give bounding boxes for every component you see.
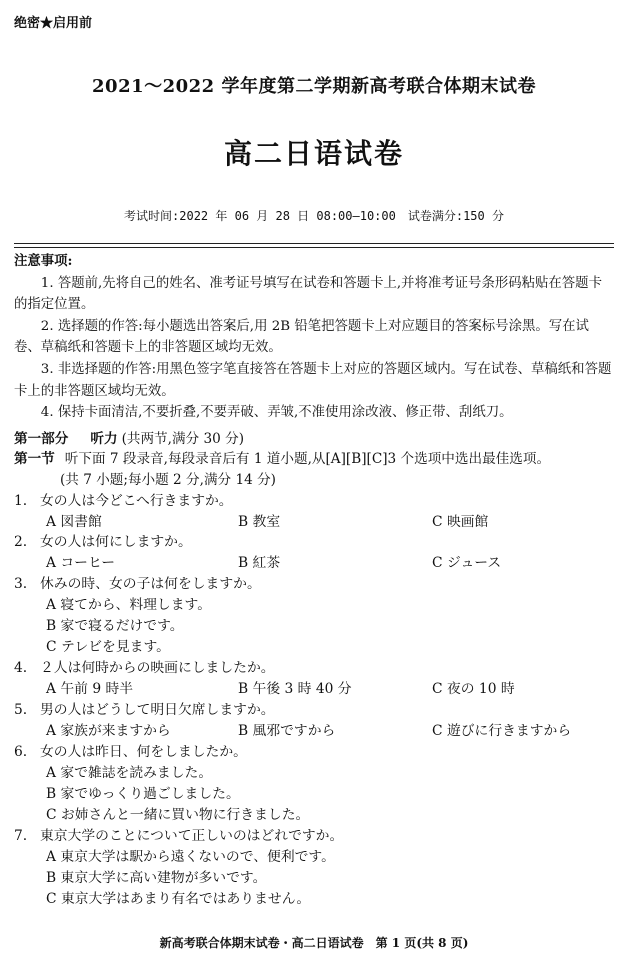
option-a: A 家族が来ますから: [46, 723, 171, 739]
question-number: 7.: [14, 828, 28, 844]
question-text: 東京大学のことについて正しいのはどれですか。: [40, 828, 344, 844]
section-part-points: (共两节,满分 30 分): [121, 431, 244, 447]
option-a: A 午前 9 時半: [46, 681, 134, 697]
option-a: A 東京大学は駅から遠くないので、便利です。: [46, 849, 335, 865]
option-b: B 風邪ですから: [238, 723, 336, 739]
question-2: [14, 530, 192, 550]
question-number: 6.: [14, 744, 28, 760]
question-3: [14, 572, 261, 592]
question-number: 1.: [14, 493, 28, 509]
section-points: (共 7 小题;每小题 2 分,满分 14 分): [60, 472, 276, 488]
notes-item: 4. 保持卡面清洁,不要折叠,不要弄破、弄皱,不准使用涂改液、修正带、刮纸刀。: [40, 405, 513, 421]
section-instruction: 听下面 7 段录音,每段录音后有 1 道小题,从[A][B][C]3 个选项中选出最佳选项。: [64, 451, 551, 467]
exam-info: 考试时间:2022 年 06 月 28 日 08:00—10:00 试卷满分:150 分: [124, 209, 504, 223]
question-text: 女の人は何にしますか。: [40, 534, 192, 550]
section-part-title: 听力: [90, 431, 118, 447]
section-part-one: [14, 427, 244, 447]
option-a: A コーヒー: [46, 555, 115, 571]
option-b: B 教室: [238, 514, 281, 530]
divider-thin: [14, 247, 614, 248]
option-a: A 家で雑誌を読みました。: [46, 765, 213, 781]
divider-thick: [14, 243, 614, 244]
notes-item: 2. 选择题的作答:每小题选出答案后,用 2B 铅笔把答题卡上对应题目的答案标号涂黑。写在试卷、草稿纸和答题卡上的非答题区域均无效。: [14, 318, 589, 356]
section-part-label: 第一部分: [14, 431, 69, 447]
section-one: [14, 447, 550, 467]
option-c: C お姉さんと一緒に買い物に行きました。: [46, 807, 310, 823]
option-b: B 東京大学に高い建物が多いです。: [46, 870, 267, 886]
question-number: 3.: [14, 576, 28, 592]
option-a: A 図書館: [46, 514, 102, 530]
question-1: [14, 489, 233, 509]
option-b: B 家でゆっくり過ごしました。: [46, 786, 240, 802]
question-6: [14, 740, 247, 760]
notes-item: 1. 答题前,先将自己的姓名、准考证号填写在试卷和答题卡上,并将准考证号条形码粘贴在答题卡的指定位置。: [14, 275, 602, 313]
question-text: ２人は何時からの映画にしましたか。: [40, 660, 275, 676]
exam-subject-title: 高二日语试卷: [223, 137, 404, 170]
confidential-label: 绝密★启用前: [14, 16, 93, 31]
notes-heading: 注意事项:: [14, 253, 73, 269]
question-text: 女の人は今どこへ行きますか。: [40, 493, 233, 509]
question-5: [14, 698, 275, 718]
option-c: C テレビを見ます。: [46, 639, 170, 655]
question-text: 女の人は昨日、何をしましたか。: [40, 744, 247, 760]
option-c: C 遊びに行きますから: [432, 723, 572, 739]
question-number: 4.: [14, 660, 28, 676]
option-c: C 東京大学はあまり有名ではありません。: [46, 891, 311, 907]
option-a: A 寝てから、料理します。: [46, 597, 212, 613]
question-text: 休みの時、女の子は何をしますか。: [40, 576, 261, 592]
question-text: 男の人はどうして明日欠席しますか。: [40, 702, 275, 718]
exam-main-title: 2021～2022 学年度第二学期新高考联合体期末试卷: [92, 76, 536, 97]
page-footer: 新高考联合体期末试卷・高二日语试卷 第 1 页(共 8 页): [159, 936, 469, 950]
question-number: 5.: [14, 702, 28, 718]
question-number: 2.: [14, 534, 28, 550]
notes-item: 3. 非选择题的作答:用黑色签字笔直接答在答题卡上对应的答题区域内。写在试卷、草稿纸和答题卡上的非答题区域均无效。: [14, 361, 612, 399]
question-4: [14, 656, 275, 676]
option-c: C ジュース: [432, 555, 502, 571]
option-b: B 午後 3 時 40 分: [238, 681, 352, 697]
option-c: C 映画館: [432, 514, 489, 530]
section-label: 第一节: [14, 451, 55, 467]
question-7: [14, 824, 343, 844]
notes-block: [14, 251, 614, 424]
option-b: B 家で寝るだけです。: [46, 618, 184, 634]
option-b: B 紅茶: [238, 555, 281, 571]
option-c: C 夜の 10 時: [432, 681, 515, 697]
